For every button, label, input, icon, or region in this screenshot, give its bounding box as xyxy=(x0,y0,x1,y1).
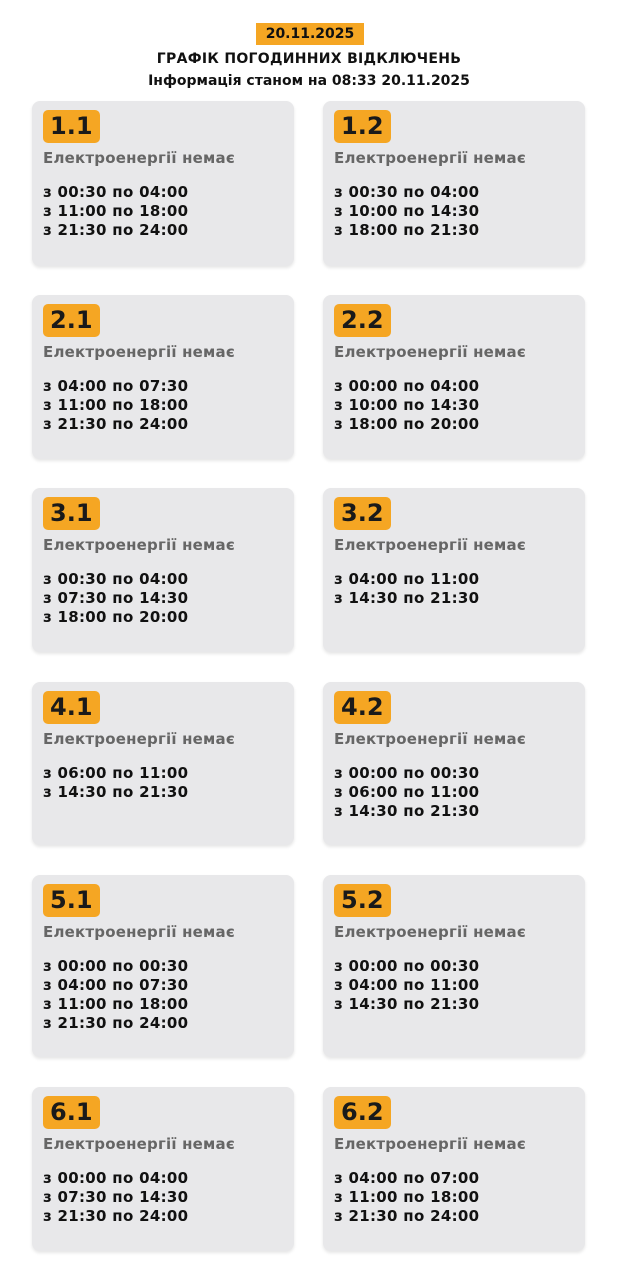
outage-slot: з 14:30 по 21:30 xyxy=(334,995,480,1013)
outage-slot: з 21:30 по 24:00 xyxy=(334,1207,480,1225)
group-status: Електроенергії немає xyxy=(334,923,526,941)
group-number-badge: 2.2 xyxy=(334,304,391,337)
outage-slot: з 14:30 по 21:30 xyxy=(334,802,480,820)
group-status: Електроенергії немає xyxy=(334,343,526,361)
outage-slot: з 18:00 по 20:00 xyxy=(334,415,480,433)
group-card xyxy=(32,1087,294,1251)
outage-slot: з 18:00 по 20:00 xyxy=(43,608,189,626)
outage-slot: з 07:30 по 14:30 xyxy=(43,589,189,607)
outage-slot: з 04:00 по 11:00 xyxy=(334,976,480,994)
outage-slot-list xyxy=(334,570,479,608)
group-card xyxy=(32,295,294,459)
outage-slot: з 21:30 по 24:00 xyxy=(43,1207,189,1225)
group-number-badge: 6.1 xyxy=(43,1096,100,1129)
outage-slot-list xyxy=(334,957,479,1014)
group-number-badge: 5.2 xyxy=(334,884,391,917)
outage-slot-list xyxy=(334,377,479,434)
group-status: Електроенергії немає xyxy=(334,536,526,554)
outage-slot: з 11:00 по 18:00 xyxy=(334,1188,480,1206)
outage-slot: з 04:00 по 07:30 xyxy=(43,976,189,994)
group-card xyxy=(323,488,585,652)
outage-slot-list xyxy=(43,1169,188,1226)
outage-slot-list xyxy=(43,377,188,434)
group-status: Електроенергії немає xyxy=(334,149,526,167)
outage-slot: з 00:30 по 04:00 xyxy=(334,183,480,201)
group-status: Електроенергії немає xyxy=(334,1135,526,1153)
outage-slot: з 21:30 по 24:00 xyxy=(43,221,189,239)
outage-slot: з 10:00 по 14:30 xyxy=(334,202,480,220)
outage-slot: з 00:00 по 00:30 xyxy=(334,957,480,975)
outage-slot: з 10:00 по 14:30 xyxy=(334,396,480,414)
group-card xyxy=(323,1087,585,1251)
outage-slot-list xyxy=(334,764,479,821)
page-subtitle: Інформація станом на 08:33 20.11.2025 xyxy=(148,73,470,89)
page-title: ГРАФІК ПОГОДИННИХ ВІДКЛЮЧЕНЬ xyxy=(156,51,462,67)
outage-slot: з 14:30 по 21:30 xyxy=(334,589,480,607)
group-number-badge: 3.1 xyxy=(43,497,100,530)
date-badge: 20.11.2025 xyxy=(256,23,364,45)
group-status: Електроенергії немає xyxy=(43,536,235,554)
outage-slot-list xyxy=(43,570,188,627)
group-number-badge: 4.1 xyxy=(43,691,100,724)
outage-slot: з 21:30 по 24:00 xyxy=(43,1014,189,1032)
outage-slot: з 21:30 по 24:00 xyxy=(43,415,189,433)
outage-slot-list xyxy=(334,1169,479,1226)
group-number-badge: 1.2 xyxy=(334,110,391,143)
group-status: Електроенергії немає xyxy=(43,149,235,167)
outage-slot: з 00:00 по 04:00 xyxy=(334,377,480,395)
group-number-badge: 5.1 xyxy=(43,884,100,917)
group-card xyxy=(32,682,294,845)
outage-slot: з 00:00 по 04:00 xyxy=(43,1169,189,1187)
group-number-badge: 1.1 xyxy=(43,110,100,143)
outage-slot-list xyxy=(43,764,188,802)
group-number-badge: 3.2 xyxy=(334,497,391,530)
outage-slot: з 06:00 по 11:00 xyxy=(43,764,189,782)
outage-slot: з 04:00 по 11:00 xyxy=(334,570,480,588)
outage-slot: з 06:00 по 11:00 xyxy=(334,783,480,801)
group-status: Електроенергії немає xyxy=(43,730,235,748)
outage-slot: з 04:00 по 07:30 xyxy=(43,377,189,395)
group-card xyxy=(32,101,294,266)
outage-slot: з 11:00 по 18:00 xyxy=(43,396,189,414)
outage-slot-list xyxy=(334,183,479,240)
outage-slot: з 00:30 по 04:00 xyxy=(43,570,189,588)
group-card xyxy=(323,875,585,1057)
group-status: Електроенергії немає xyxy=(43,1135,235,1153)
group-status: Електроенергії немає xyxy=(334,730,526,748)
outage-slot: з 11:00 по 18:00 xyxy=(43,995,189,1013)
group-status: Електроенергії немає xyxy=(43,343,235,361)
outage-slot: з 00:30 по 04:00 xyxy=(43,183,189,201)
outage-slot: з 14:30 по 21:30 xyxy=(43,783,189,801)
group-card xyxy=(323,295,585,459)
outage-slot-list xyxy=(43,183,188,240)
outage-slot: з 00:00 по 00:30 xyxy=(43,957,189,975)
outage-slot: з 11:00 по 18:00 xyxy=(43,202,189,220)
group-number-badge: 4.2 xyxy=(334,691,391,724)
outage-slot-list xyxy=(43,957,188,1033)
group-number-badge: 6.2 xyxy=(334,1096,391,1129)
group-card xyxy=(32,488,294,652)
group-card xyxy=(32,875,294,1057)
outage-slot: з 18:00 по 21:30 xyxy=(334,221,480,239)
group-status: Електроенергії немає xyxy=(43,923,235,941)
outage-slot: з 00:00 по 00:30 xyxy=(334,764,480,782)
outage-slot: з 07:30 по 14:30 xyxy=(43,1188,189,1206)
group-card xyxy=(323,101,585,266)
outage-slot: з 04:00 по 07:00 xyxy=(334,1169,480,1187)
group-number-badge: 2.1 xyxy=(43,304,100,337)
group-card xyxy=(323,682,585,845)
